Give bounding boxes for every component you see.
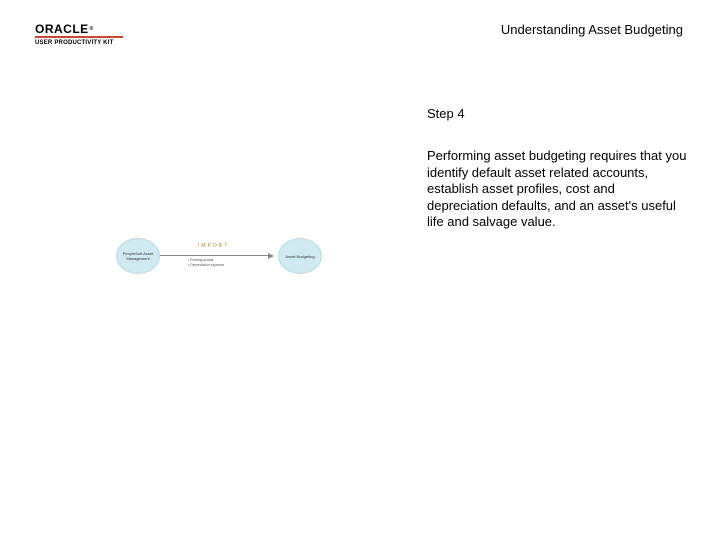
flow-arrow-head — [268, 253, 274, 259]
logo-product: USER PRODUCTIVITY KIT — [35, 40, 114, 46]
asset-import-diagram — [112, 236, 326, 280]
flow-item: • Existing assets — [188, 258, 224, 263]
logo-brand: ORACLE® — [35, 22, 94, 36]
flow-arrow-line — [160, 255, 270, 256]
source-node-label: PeopleSoft Asset Management — [122, 251, 154, 261]
flow-label: IMPORT — [198, 243, 230, 249]
source-node — [116, 238, 160, 274]
oracle-upk-logo — [33, 22, 125, 48]
page-title: Understanding Asset Budgeting — [500, 22, 683, 37]
step-label: Step 4 — [427, 106, 465, 121]
logo-registered-mark: ® — [89, 26, 94, 32]
flow-item: • Depreciation expense — [188, 263, 224, 268]
target-node — [278, 238, 322, 274]
step-description: Performing asset budgeting requires that you identify default asset related accounts, establish asset profiles, cost and depreciation defaults, and an asset's useful life and salvage value. — [427, 148, 687, 229]
logo-accent-bar — [35, 36, 123, 38]
target-node-label: Asset Budgeting — [285, 253, 315, 259]
flow-items-list — [188, 258, 224, 268]
